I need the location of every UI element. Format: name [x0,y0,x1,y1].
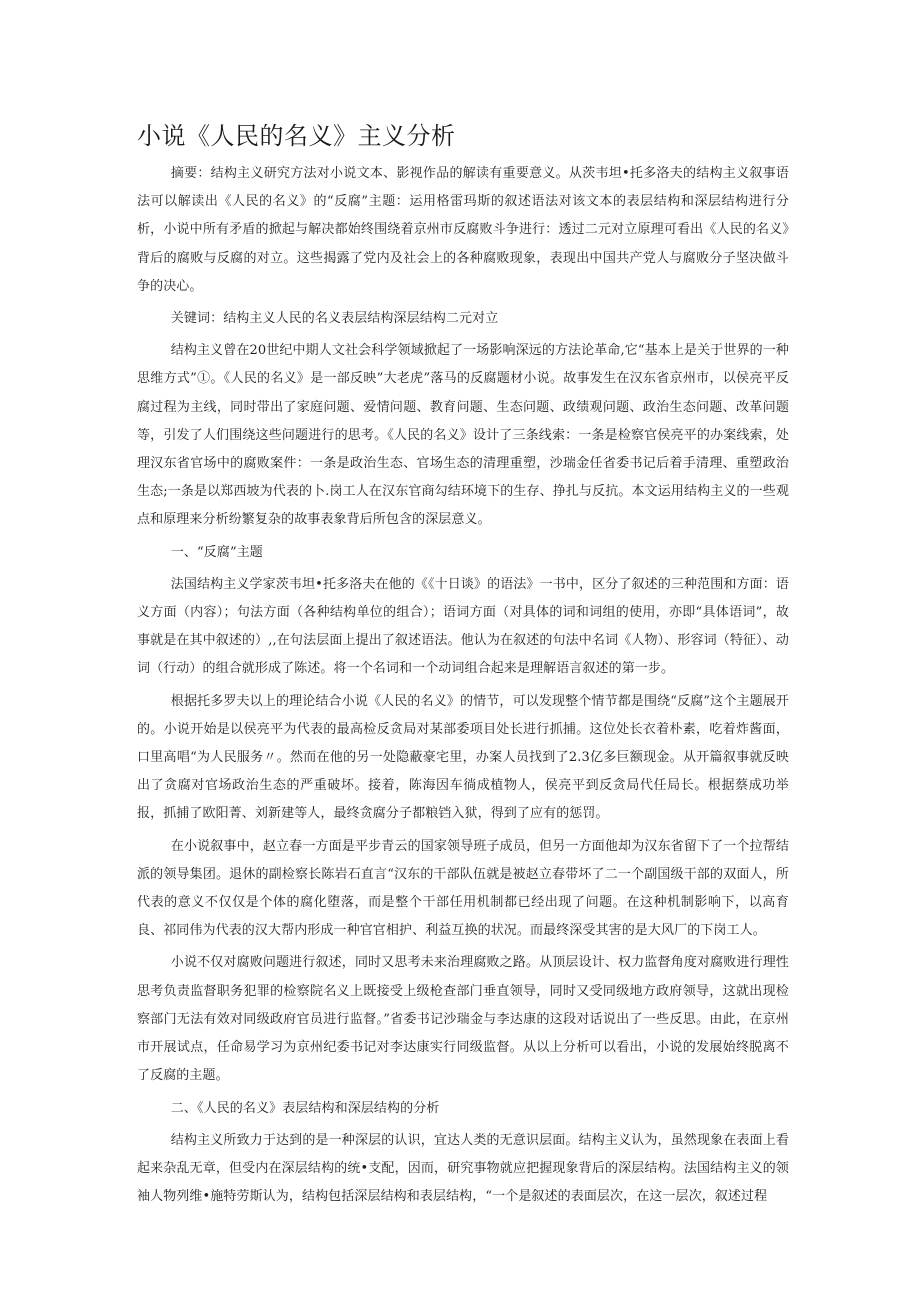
keywords-paragraph: 关键词：结构主义人民的名义表层结构深层结构二元对立 [170,311,499,327]
section-heading-2: 二、《人民的名义》表层结构和深层结构的分析 [170,1100,440,1116]
abstract-paragraph: 摘要：结构主义研究方法对小说文本、影视作品的解读有重要意义。从茨韦坦•托多洛夫的结构主义叙事语法可以解读出《人民的名义》的“反腐”主题：运用格雷玛斯的叙述语法对该文本的表层结构和深层结构进行分析，小说中所有矛盾的掀起与解决都始终围绕着京州市反腐败斗争进行：透过二元对立原理可看出《人民的名义》背后的腐败与反腐的对立。这些揭露了党内及社会上的各种腐败现象，表现出中国共产党人与腐败分子坚决做斗争的决心。 [137,166,789,294]
document-title: 小说《人民的名义》主义分析 [137,122,456,150]
body-paragraph: 法国结构主义学家茨韦坦•托多洛夫在他的《《十日谈》的语法》一书中，区分了叙述的三种范围和方面：语义方面（内容）；句法方面（各种结构单位的组合）；语词方面（对具体的词和词组的使用，亦即“具体语词”，故事就是在其中叙述的）,,在句法层面上提出了叙述语法。他认为在叙述的句法中名词《人物）、形容词（特征）、动词（行动）的组合就形成了陈述。将一个名词和一个动词组合起来是理解语言叙述的第一步。 [137,576,789,677]
body-paragraph: 小说不仅对腐败问题进行叙述，同时又思考未来治理腐败之路。从顶层设计、权力监督角度对腐败进行理性思考负责监督职务犯罪的检察院名义上既接受上级枪查部门垂直领导，同时又受同级地方政府领导，这就出现检察部门无法有效对同级政府官员进行监督。”省委书记沙瑞金与李达康的这段对话说出了一些反思。由此，在京州市开展试点，任命易学习为京州纪委书记对李达康实行同级监督。从以上分析可以看出，小说的发展始终脱离不了反腐的主题。 [137,955,789,1084]
section-heading-1: 一、“反腐”主题 [170,544,263,560]
intro-paragraph: 结构主义曾在20世纪中期人文社会科学领域掀起了一场影响深远的方法论革命,它“基本上是关于世界的一种思维方式”①。《人民的名义》是一部反映”大老虎”落马的反腐题材小说。故事发生在汉东省京州市，以侯亮平反腐过程为主线，同时带出了家庭问题、爱情问题、教育问题、生态问题、政绩观问题、政治生态问题、改革问题等，引发了人们围绕这些问题进行的思考。《人民的名义》设计了三条线索：一条是检察官侯亮平的办案线索，处理汉东省官场中的腐败案件：一条是政治生态、官场生态的清理重塑，沙瑞金任省委书记后着手清理、重塑政治生态;一条是以郑西坡为代表的卜.岗工人在汉东官商勾结环境下的生存、挣扎与反抗。本文运用结构主义的一些观点和原理来分析纷繁复杂的故事表象背后所包含的深层意义。 [137,343,789,528]
body-paragraph: 根据托多罗夫以上的理论结合小说《人民的名义》的情节，可以发现整个情节都是围绕“反腐”这个主题展开的。小说开始是以侯亮平为代表的最高检反贪局对某部委项目处长进行抓捕。这位处长衣着朴素，吃着炸酱面，口里高唱“为人民服务〃。然而在他的另一处隐蔽豪宅里，办案人员找到了2.3亿多巨额现金。从开篇叙事就反映出了贪腐对官场政治生态的严重破坏。接着，陈海因车徜成植物人，侯亮平到反贪局代任局长。根据蔡成功举报，抓捕了欧阳菁、刘新建等人，最终贪腐分子都粮铛入狱，得到了应有的惩罚。 [137,693,789,822]
body-paragraph: 在小说叙事中，赵立春一方面是平步青云的国家领导班子成员，但另一方面他却为汉东省留下了一个拉帮结派的领导集团。退休的副检察长陈岩石直言“汉东的干部队伍就是被赵立春带坏了二一个副国级干部的双面人，所代表的意义不仅仅是个体的腐化堕落，而是整个干部任用机制都已经出现了问题。在这种机制影响下，以高育良、祁同伟为代表的汉大帮内形成一种官官相护、利益互换的状况。而最终深受其害的是大风厂的下岗工人。 [137,838,789,939]
body-paragraph: 结构主义所致力于达到的是一种深层的认识，宜达人类的无意识层面。结构主义认为，虽然现象在表面上看起来杂乱无章，但受内在深层结构的统•支配，因而，研究事物就应把握现象背后的深层结构。法国结构主义的领袖人物列维•施特劳斯认为，结构包括深层结构和表层结构，“一个是叙述的表面层次，在这一层次，叙述过程 [137,1132,789,1205]
document-body [137,160,789,1215]
